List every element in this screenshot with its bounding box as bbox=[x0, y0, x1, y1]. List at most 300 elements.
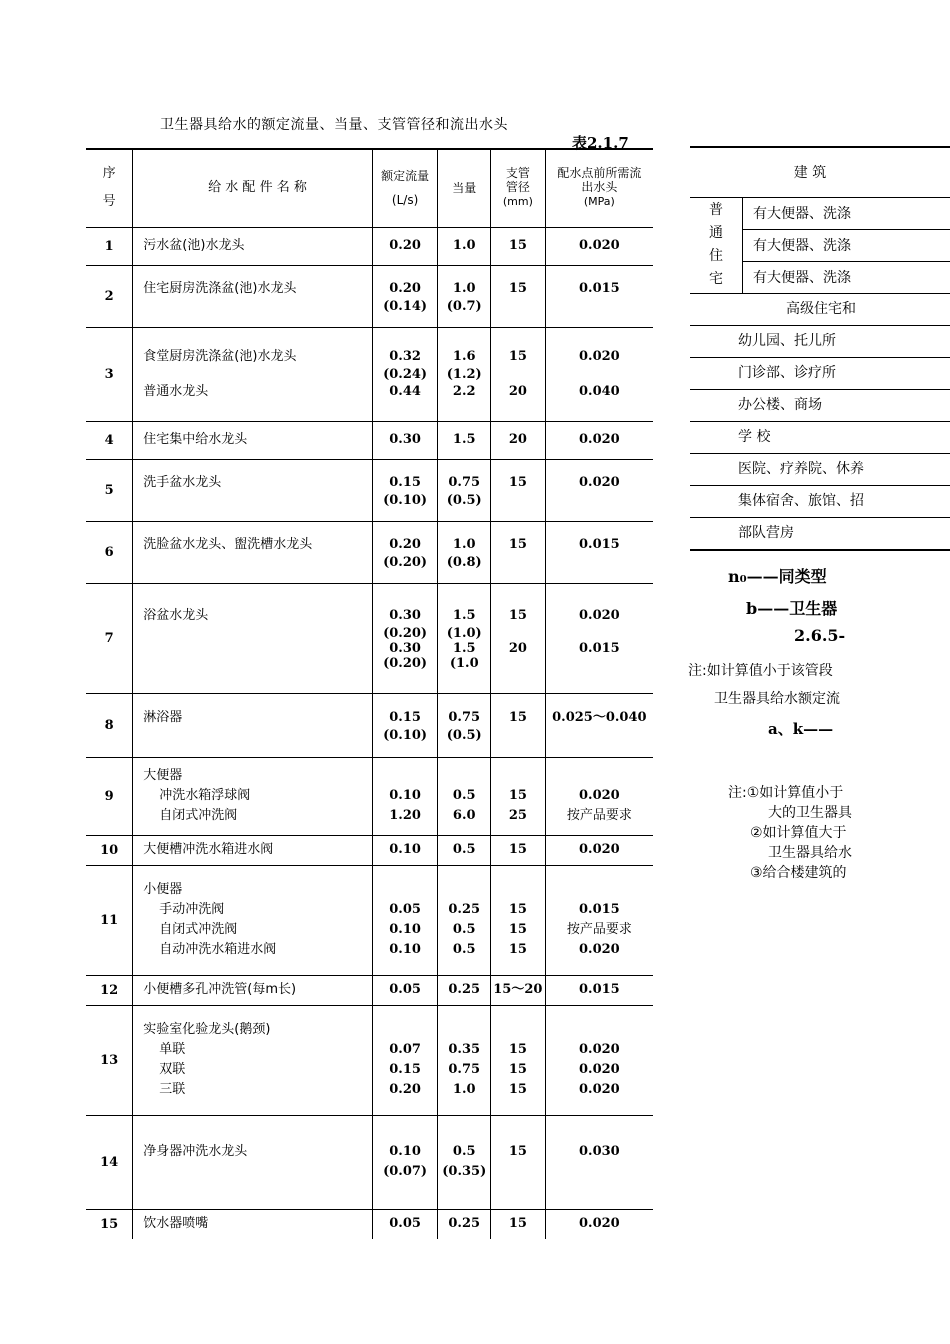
cell-head bbox=[545, 265, 653, 327]
head-value bbox=[546, 880, 653, 900]
name-value: 小便槽多孔冲洗管(每m长) bbox=[143, 982, 297, 997]
right-row: 部队营房 bbox=[690, 518, 950, 551]
cell-dia bbox=[491, 521, 546, 583]
head-value: 0.020 bbox=[579, 1216, 620, 1232]
name-value bbox=[143, 367, 371, 382]
dia-value: 15 bbox=[508, 709, 527, 725]
flow-value: (0.07) bbox=[383, 1164, 428, 1179]
cell-head bbox=[545, 583, 653, 693]
right-row: 学 校 bbox=[690, 422, 950, 454]
cell-name bbox=[133, 757, 372, 835]
cell-eq bbox=[438, 1005, 491, 1115]
cell-eq bbox=[438, 459, 491, 521]
flow-value: 0.30 bbox=[389, 640, 421, 656]
cell-dia bbox=[491, 265, 546, 327]
row-number: 12 bbox=[86, 975, 133, 1005]
head-value bbox=[546, 493, 653, 508]
flow-value: 0.20 bbox=[389, 1082, 421, 1097]
flow-value: (0.14) bbox=[383, 298, 428, 314]
name-value bbox=[143, 656, 371, 671]
table-row bbox=[86, 227, 653, 265]
table-row bbox=[86, 459, 653, 521]
dia-value: 15 bbox=[508, 902, 527, 917]
cell-name bbox=[133, 835, 372, 865]
dia-value: 15～20 bbox=[493, 982, 543, 997]
name-value bbox=[143, 299, 371, 314]
dia-value: 15 bbox=[508, 1062, 527, 1077]
right-note: ②如计算值大于 bbox=[750, 825, 847, 841]
right-note: 卫生器具给水 bbox=[768, 845, 852, 861]
name-value: 三联 bbox=[159, 1082, 186, 1097]
header-dia: 支管管径 (mm) bbox=[491, 149, 546, 227]
right-row: 门诊部、诊疗所 bbox=[690, 358, 950, 390]
head-value bbox=[546, 766, 653, 786]
right-note: a、k—— bbox=[768, 720, 834, 738]
eq-value: 1.5 bbox=[452, 607, 476, 623]
dia-value: 25 bbox=[508, 808, 527, 823]
name-value bbox=[143, 641, 371, 656]
cell-flow bbox=[372, 865, 438, 975]
dia-value: 15 bbox=[508, 942, 527, 957]
name-value: 饮水器喷嘴 bbox=[143, 1216, 209, 1232]
head-value: 按产品要求 bbox=[566, 808, 632, 823]
cell-name bbox=[133, 327, 372, 421]
flow-value: (0.24) bbox=[383, 366, 428, 382]
dia-value: 15 bbox=[508, 1144, 527, 1159]
dia-value bbox=[491, 555, 545, 570]
eq-value: 1.5 bbox=[452, 432, 476, 447]
dia-value: 15 bbox=[508, 238, 527, 253]
table-title: 卫生器具给水的额定流量、当量、支管管径和流出水头 bbox=[160, 117, 508, 133]
dia-value bbox=[491, 656, 545, 671]
eq-value: 0.75 bbox=[448, 1062, 481, 1077]
dia-value bbox=[491, 299, 545, 314]
table-body bbox=[86, 227, 653, 1239]
dia-value: 20 bbox=[508, 640, 527, 656]
flow-value: 1.20 bbox=[389, 808, 421, 823]
cell-head bbox=[545, 865, 653, 975]
dia-value bbox=[491, 728, 545, 743]
head-value bbox=[546, 367, 653, 382]
cell-name bbox=[133, 1115, 372, 1209]
flow-value: 0.10 bbox=[389, 942, 421, 957]
head-value: 0.015 bbox=[579, 982, 620, 997]
name-value: 小便器 bbox=[143, 882, 183, 897]
flow-value: 0.20 bbox=[389, 280, 421, 296]
right-row: 集体宿舍、旅馆、招 bbox=[690, 486, 950, 518]
name-value: 普通水龙头 bbox=[143, 383, 209, 399]
eq-value bbox=[438, 1020, 490, 1040]
row-number: 14 bbox=[86, 1115, 133, 1209]
name-value: 洗手盆水龙头 bbox=[143, 474, 222, 490]
eq-value: 0.75 bbox=[448, 474, 481, 490]
cell-eq bbox=[438, 1209, 491, 1239]
cell-eq bbox=[438, 583, 491, 693]
header-no: 序号 bbox=[86, 149, 133, 227]
cell-name bbox=[133, 227, 372, 265]
table-row bbox=[86, 583, 653, 693]
dia-value: 15 bbox=[508, 922, 527, 937]
name-value bbox=[143, 1162, 371, 1182]
flow-value: 0.30 bbox=[389, 607, 421, 623]
dia-value: 15 bbox=[508, 1216, 527, 1232]
row-number: 8 bbox=[86, 693, 133, 757]
eq-value: (1.0) bbox=[446, 625, 482, 641]
right-note: ③给合楼建筑的 bbox=[750, 865, 847, 881]
eq-value: (0.5) bbox=[446, 727, 482, 743]
header-flow: 额定流量 (L/s) bbox=[372, 149, 438, 227]
row-number: 4 bbox=[86, 421, 133, 459]
flow-value bbox=[373, 766, 438, 786]
dia-value: 15 bbox=[508, 842, 527, 857]
dia-value: 15 bbox=[508, 536, 527, 552]
dia-value: 20 bbox=[508, 383, 527, 399]
name-value: 住宅厨房洗涤盆(池)水龙头 bbox=[143, 280, 297, 296]
cell-dia bbox=[491, 421, 546, 459]
header-head: 配水点前所需流出水头 (MPa) bbox=[557, 166, 642, 209]
cell-flow bbox=[372, 327, 438, 421]
table-row bbox=[86, 1115, 653, 1209]
head-value: 0.015 bbox=[579, 536, 620, 552]
flow-value: 0.10 bbox=[389, 1144, 421, 1159]
cell-eq bbox=[438, 421, 491, 459]
dia-value: 15 bbox=[508, 348, 527, 364]
flow-value: (0.20) bbox=[383, 554, 428, 570]
cell-name bbox=[133, 459, 372, 521]
eq-value: 0.25 bbox=[448, 982, 481, 997]
cell-eq bbox=[438, 227, 491, 265]
right-note: b——卫生器 bbox=[746, 599, 838, 618]
cell-dia bbox=[491, 1005, 546, 1115]
dia-value bbox=[491, 493, 545, 508]
head-value: 0.020 bbox=[579, 238, 620, 253]
head-value: 0.040 bbox=[579, 383, 620, 399]
eq-value bbox=[438, 766, 490, 786]
name-value: 大便器 bbox=[143, 768, 183, 783]
dia-value: 20 bbox=[508, 432, 527, 447]
head-value: 0.020 bbox=[579, 432, 620, 447]
eq-value: (1.0 bbox=[449, 655, 479, 671]
flow-value: 0.20 bbox=[389, 238, 421, 253]
dia-value bbox=[491, 367, 545, 382]
cell-eq bbox=[438, 265, 491, 327]
cell-head bbox=[545, 1209, 653, 1239]
row-number: 9 bbox=[86, 757, 133, 835]
cell-flow bbox=[372, 583, 438, 693]
eq-value: 0.5 bbox=[452, 922, 476, 937]
eq-value: 1.5 bbox=[452, 640, 476, 656]
eq-value: (0.8) bbox=[446, 554, 482, 570]
eq-value bbox=[438, 880, 490, 900]
eq-value: 0.25 bbox=[448, 1216, 481, 1232]
head-value: 0.015 bbox=[579, 280, 620, 296]
cell-name bbox=[133, 693, 372, 757]
cell-name bbox=[133, 421, 372, 459]
head-value: 0.015 bbox=[579, 902, 620, 917]
cell-eq bbox=[438, 693, 491, 757]
flow-value: 0.32 bbox=[389, 348, 421, 364]
name-value: 自闭式冲洗阀 bbox=[159, 808, 238, 823]
cell-name bbox=[133, 1005, 372, 1115]
right-row: 幼儿园、托儿所 bbox=[690, 326, 950, 358]
head-value: 0.020 bbox=[579, 474, 620, 490]
flow-value: 0.20 bbox=[389, 536, 421, 552]
cell-dia bbox=[491, 227, 546, 265]
cell-head bbox=[545, 975, 653, 1005]
flow-value: 0.15 bbox=[389, 1062, 421, 1077]
cell-flow bbox=[372, 421, 438, 459]
right-group-row: 有大便器、洗涤 bbox=[753, 270, 851, 286]
row-number: 7 bbox=[86, 583, 133, 693]
flow-value: 0.15 bbox=[389, 474, 421, 490]
row-number: 11 bbox=[86, 865, 133, 975]
cell-dia bbox=[491, 835, 546, 865]
name-value: 手动冲洗阀 bbox=[159, 902, 225, 917]
head-value: 按产品要求 bbox=[566, 922, 632, 937]
cell-flow bbox=[372, 693, 438, 757]
header-name: 给 水 配 件 名 称 bbox=[133, 149, 372, 227]
name-value bbox=[143, 555, 371, 570]
head-value bbox=[546, 299, 653, 314]
cell-dia bbox=[491, 975, 546, 1005]
head-value: 0.020 bbox=[579, 788, 620, 803]
cell-dia bbox=[491, 865, 546, 975]
name-value: 住宅集中给水龙头 bbox=[143, 432, 248, 447]
cell-head bbox=[545, 227, 653, 265]
right-row: 医院、疗养院、休养 bbox=[690, 454, 950, 486]
right-header: 建 筑 bbox=[793, 165, 827, 182]
right-rows bbox=[690, 294, 950, 551]
right-note: 大的卫生器具 bbox=[768, 805, 852, 821]
eq-value: (1.2) bbox=[446, 366, 482, 382]
name-value: 实验室化验龙头(鹅颈) bbox=[143, 1022, 271, 1037]
cell-head bbox=[545, 327, 653, 421]
name-value: 淋浴器 bbox=[143, 709, 183, 725]
name-value: 单联 bbox=[159, 1042, 186, 1057]
head-value: 0.020 bbox=[579, 1082, 620, 1097]
flow-value: 0.05 bbox=[389, 902, 421, 917]
cell-eq bbox=[438, 757, 491, 835]
flow-value: (0.10) bbox=[383, 492, 428, 508]
dia-value bbox=[491, 1020, 545, 1040]
table-row bbox=[86, 1005, 653, 1115]
flow-value: 0.10 bbox=[389, 922, 421, 937]
dia-value bbox=[491, 880, 545, 900]
row-number: 15 bbox=[86, 1209, 133, 1239]
head-value: 0.020 bbox=[579, 1062, 620, 1077]
dia-value bbox=[491, 626, 545, 641]
head-value: 0.015 bbox=[579, 640, 620, 656]
cell-flow bbox=[372, 265, 438, 327]
eq-value: 1.0 bbox=[452, 238, 476, 253]
cell-dia bbox=[491, 327, 546, 421]
cell-name bbox=[133, 521, 372, 583]
table-row bbox=[86, 521, 653, 583]
eq-value: 0.5 bbox=[452, 942, 476, 957]
table-row bbox=[86, 1209, 653, 1239]
name-value bbox=[143, 626, 371, 641]
head-value bbox=[546, 656, 653, 671]
right-table bbox=[690, 146, 950, 294]
name-value: 大便槽冲洗水箱进水阀 bbox=[143, 842, 274, 857]
cell-dia bbox=[491, 1209, 546, 1239]
cell-eq bbox=[438, 975, 491, 1005]
head-value: 0.020 bbox=[579, 1042, 620, 1057]
dia-value: 15 bbox=[508, 1042, 527, 1057]
eq-value: (0.5) bbox=[446, 492, 482, 508]
cell-name bbox=[133, 583, 372, 693]
table-row bbox=[86, 693, 653, 757]
name-value bbox=[143, 493, 371, 508]
cell-head bbox=[545, 421, 653, 459]
row-number: 3 bbox=[86, 327, 133, 421]
right-note: 注:①如计算值小于 bbox=[728, 785, 844, 801]
head-value: 0.025～0.040 bbox=[552, 709, 647, 725]
head-value bbox=[546, 555, 653, 570]
name-value: 双联 bbox=[159, 1062, 186, 1077]
row-number: 5 bbox=[86, 459, 133, 521]
cell-name bbox=[133, 975, 372, 1005]
cell-name bbox=[133, 865, 372, 975]
table-header-row bbox=[86, 149, 653, 227]
head-value: 0.020 bbox=[579, 607, 620, 623]
name-value: 自闭式冲洗阀 bbox=[159, 922, 238, 937]
eq-value: 1.6 bbox=[452, 348, 476, 364]
table-row bbox=[86, 327, 653, 421]
table-row bbox=[86, 265, 653, 327]
table-row bbox=[86, 975, 653, 1005]
right-row: 办公楼、商场 bbox=[690, 390, 950, 422]
right-fragment bbox=[690, 146, 950, 551]
row-number: 13 bbox=[86, 1005, 133, 1115]
eq-value: 0.5 bbox=[452, 842, 476, 857]
eq-value: 0.5 bbox=[452, 788, 476, 803]
flow-value bbox=[373, 880, 438, 900]
cell-name bbox=[133, 265, 372, 327]
dia-value: 15 bbox=[508, 788, 527, 803]
dia-value bbox=[491, 766, 545, 786]
cell-head bbox=[545, 1005, 653, 1115]
eq-value: 0.25 bbox=[448, 902, 481, 917]
table-row bbox=[86, 757, 653, 835]
cell-flow bbox=[372, 1209, 438, 1239]
right-group-label: 普通住宅 bbox=[690, 197, 743, 293]
head-value bbox=[546, 1162, 653, 1182]
eq-value: 1.0 bbox=[452, 280, 476, 296]
name-value: 污水盆(池)水龙头 bbox=[143, 238, 245, 253]
flow-value: 0.05 bbox=[389, 1216, 421, 1232]
cell-eq bbox=[438, 1115, 491, 1209]
eq-value: 0.75 bbox=[448, 709, 481, 725]
eq-value: 1.0 bbox=[452, 536, 476, 552]
cell-flow bbox=[372, 975, 438, 1005]
right-note: 2.6.5- bbox=[794, 626, 846, 645]
eq-value: 0.5 bbox=[452, 1144, 476, 1159]
name-value: 冲洗水箱浮球阀 bbox=[159, 788, 251, 803]
head-value: 0.030 bbox=[579, 1144, 620, 1159]
header-eq: 当量 bbox=[438, 149, 491, 227]
table-number: 表2.1.7 bbox=[572, 134, 629, 152]
head-value bbox=[546, 728, 653, 743]
cell-head bbox=[545, 835, 653, 865]
cell-eq bbox=[438, 865, 491, 975]
flow-value: 0.44 bbox=[389, 383, 421, 399]
eq-value: 2.2 bbox=[452, 383, 476, 399]
row-number: 10 bbox=[86, 835, 133, 865]
cell-dia bbox=[491, 757, 546, 835]
right-note: n₀——同类型 bbox=[728, 567, 827, 586]
flow-value: 0.30 bbox=[389, 432, 421, 447]
flow-value: (0.10) bbox=[383, 727, 428, 743]
flow-value: 0.05 bbox=[389, 982, 421, 997]
dia-value: 15 bbox=[508, 607, 527, 623]
cell-flow bbox=[372, 757, 438, 835]
table-row bbox=[86, 865, 653, 975]
right-group-row: 有大便器、洗涤 bbox=[753, 238, 851, 254]
head-value: 0.020 bbox=[579, 348, 620, 364]
flow-value: 0.07 bbox=[389, 1042, 421, 1057]
cell-dia bbox=[491, 583, 546, 693]
dia-value: 15 bbox=[508, 474, 527, 490]
name-value: 食堂厨房洗涤盆(池)水龙头 bbox=[143, 348, 297, 364]
right-note: 卫生器具给水额定流 bbox=[714, 691, 840, 707]
eq-value: 0.35 bbox=[448, 1042, 481, 1057]
cell-flow bbox=[372, 835, 438, 865]
cell-head bbox=[545, 521, 653, 583]
row-number: 1 bbox=[86, 227, 133, 265]
dia-value: 15 bbox=[508, 280, 527, 296]
cell-flow bbox=[372, 521, 438, 583]
dia-value: 15 bbox=[508, 1082, 527, 1097]
cell-flow bbox=[372, 1005, 438, 1115]
cell-eq bbox=[438, 327, 491, 421]
head-value bbox=[546, 1020, 653, 1040]
cell-head bbox=[545, 693, 653, 757]
table-row bbox=[86, 421, 653, 459]
name-value: 自动冲洗水箱进水阀 bbox=[159, 942, 277, 957]
right-note: 注:如计算值小于该管段 bbox=[688, 663, 833, 679]
head-value: 0.020 bbox=[579, 842, 620, 857]
row-number: 2 bbox=[86, 265, 133, 327]
flow-value bbox=[373, 1020, 438, 1040]
cell-head bbox=[545, 757, 653, 835]
cell-dia bbox=[491, 693, 546, 757]
flow-value: 0.10 bbox=[389, 788, 421, 803]
cell-head bbox=[545, 459, 653, 521]
table-row bbox=[86, 835, 653, 865]
cell-head bbox=[545, 1115, 653, 1209]
flow-value: (0.20) bbox=[383, 655, 428, 671]
cell-eq bbox=[438, 521, 491, 583]
flow-value: 0.10 bbox=[389, 842, 421, 857]
cell-flow bbox=[372, 1115, 438, 1209]
cell-eq bbox=[438, 835, 491, 865]
eq-value: (0.35) bbox=[442, 1164, 487, 1179]
right-row: 高级住宅和 bbox=[690, 294, 950, 326]
name-value bbox=[143, 728, 371, 743]
row-number: 6 bbox=[86, 521, 133, 583]
name-value: 洗脸盆水龙头、盥洗槽水龙头 bbox=[143, 536, 313, 552]
cell-flow bbox=[372, 227, 438, 265]
head-value: 0.020 bbox=[579, 942, 620, 957]
main-table bbox=[86, 148, 653, 1239]
name-value: 浴盆水龙头 bbox=[143, 607, 209, 623]
cell-dia bbox=[491, 1115, 546, 1209]
cell-dia bbox=[491, 459, 546, 521]
eq-value: (0.7) bbox=[446, 298, 482, 314]
eq-value: 6.0 bbox=[452, 808, 476, 823]
flow-value: 0.15 bbox=[389, 709, 421, 725]
